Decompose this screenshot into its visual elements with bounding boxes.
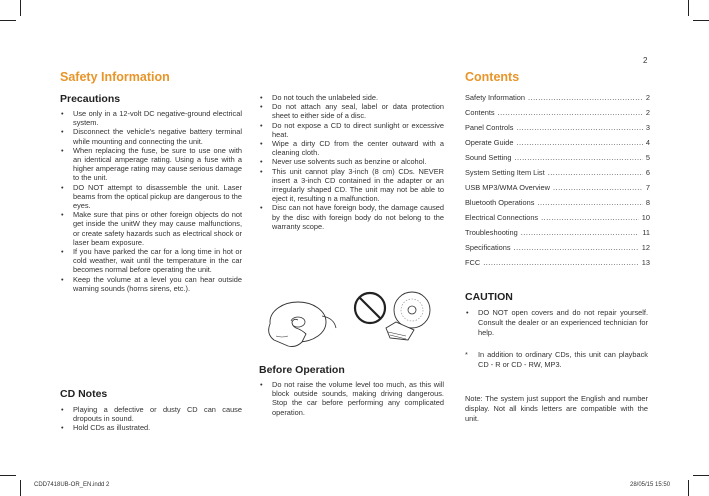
cd-notes-title: CD Notes: [60, 388, 108, 400]
footer-filename: CDD7418UB-OR_EN.indd 2: [34, 482, 110, 488]
precautions-list: [60, 109, 242, 293]
before-operation-title: Before Operation: [259, 364, 345, 376]
contents-title: Contents: [465, 70, 520, 84]
toc-page: 10: [641, 213, 650, 222]
toc-page: 2: [645, 108, 650, 117]
precautions-title: Precautions: [60, 93, 121, 105]
toc-label: Safety Information: [465, 93, 525, 102]
toc-entry[interactable]: [465, 135, 650, 150]
toc-entry[interactable]: [465, 165, 650, 180]
disc-care-list: [259, 93, 444, 231]
toc-entry[interactable]: [465, 255, 650, 270]
safety-title: Safety Information: [60, 70, 170, 84]
toc-entry[interactable]: [465, 225, 650, 240]
toc-label: Specifications: [465, 243, 511, 252]
list-item: • Disc can not have foreign body, the damage caused by the disc with foreign body do not belong to the warranty scope.: [259, 203, 444, 231]
before-operation-list: [259, 380, 444, 417]
toc-entry[interactable]: [465, 195, 650, 210]
toc-page: 8: [645, 198, 650, 207]
caution-list: [465, 308, 648, 338]
toc-label: USB MP3/WMA Overview: [465, 183, 551, 192]
toc-entry[interactable]: [465, 120, 650, 135]
list-item: • Never use solvents such as benzine or alcohol.: [259, 157, 444, 166]
toc-label: FCC: [465, 258, 481, 267]
toc-page: 6: [645, 168, 650, 177]
toc-page: 11: [642, 228, 650, 237]
cd-format-note: In addition to ordinary CDs, this unit can playback CD - R or CD - RW, MP3.: [478, 350, 648, 369]
toc-page: 7: [645, 183, 650, 192]
list-item: • Do not touch the unlabeled side.: [259, 93, 444, 102]
toc-label: Troubleshooting: [465, 228, 518, 237]
toc-page: 5: [645, 153, 650, 162]
toc-page: 13: [641, 258, 650, 267]
list-item: • Do not attach any seal, label or data protection sheet to either side of a disc.: [259, 102, 444, 120]
toc-label: Contents: [465, 108, 495, 117]
list-item: • Hold CDs as illustrated.: [60, 423, 242, 432]
toc-page: 3: [645, 123, 650, 132]
list-item: • DO NOT open covers and do not repair yourself. Consult the dealer or an experienced technician for help.: [465, 308, 648, 338]
toc-page: 12: [641, 243, 650, 252]
toc-label: System Setting Item List: [465, 168, 545, 177]
list-item: • Do not raise the volume level too much, as this will block outside sounds, making driving dangerous. Stop the car before performing any complicated operation.: [259, 380, 444, 417]
list-item: • When replacing the fuse, be sure to use one with an identical amperage rating. Using a fuse with a higher amperage rating may cause serious damage to the unit.: [60, 146, 242, 183]
toc-entry[interactable]: [465, 90, 650, 105]
list-item: • Wipe a dirty CD from the center outward with a cleaning cloth.: [259, 139, 444, 157]
toc-label: Sound Setting: [465, 153, 512, 162]
toc-label: Panel Controls: [465, 123, 514, 132]
crop-mark: [688, 480, 689, 496]
display-note: Note: The system just support the English and number display. Not all kinds letters are compatible with the unit.: [465, 394, 648, 423]
toc-entry[interactable]: [465, 180, 650, 195]
hand-holding-cd-illustration: [262, 290, 342, 352]
crop-mark: [693, 475, 709, 476]
list-item: • Playing a defective or dusty CD can cause dropouts in sound.: [60, 405, 242, 423]
list-item: • Make sure that pins or other foreign objects do not get inside the unitW they may cause malfunctions, or create safety hazards such as electrical shock or laser beam exposure.: [60, 210, 242, 247]
crop-mark: [20, 0, 21, 16]
toc-entry[interactable]: [465, 105, 650, 120]
caution-title: CAUTION: [465, 291, 513, 303]
toc-label: Bluetooth Operations: [465, 198, 535, 207]
list-item: • Do not expose a CD to direct sunlight or excessive heat.: [259, 121, 444, 139]
list-item: • Use only in a 12-volt DC negative-ground electrical system.: [60, 109, 242, 127]
no-touch-disc-illustration: [350, 288, 440, 350]
asterisk-mark: *: [465, 350, 468, 359]
toc-entry[interactable]: [465, 240, 650, 255]
list-item: • DO NOT attempt to disassemble the unit. Laser beams from the optical pickup are dangerous to the eyes.: [60, 183, 242, 211]
footer-date: 28/05/15 15:50: [630, 482, 671, 488]
list-item: • Disconnect the vehicle's negative battery terminal while mounting and connecting the unit.: [60, 127, 242, 145]
crop-mark: [0, 475, 16, 476]
toc-entry[interactable]: [465, 150, 650, 165]
toc-page: 4: [645, 138, 650, 147]
page-number: 2: [643, 56, 648, 65]
crop-mark: [688, 0, 689, 16]
crop-mark: [0, 20, 16, 21]
list-item: • Keep the volume at a level you can hear outside warning sounds (horns sirens, etc.).: [60, 275, 242, 293]
toc-label: Electrical Connections: [465, 213, 539, 222]
cd-notes-list: [60, 405, 242, 433]
toc-page: 2: [645, 93, 650, 102]
crop-mark: [20, 480, 21, 496]
toc-entry[interactable]: [465, 210, 650, 225]
crop-mark: [693, 20, 709, 21]
list-item: • If you have parked the car for a long time in hot or cold weather, wait until the temperature in the car becomes normal before operating the unit.: [60, 247, 242, 275]
contents-list: [465, 90, 650, 270]
toc-label: Operate Guide: [465, 138, 514, 147]
list-item: • This unit cannot play 3-inch (8 cm) CDs. NEVER insert a 3-inch CD contained in the adapter or an irregularly shaped CD. The unit may not be able to eject it, resulting n a malfunction.: [259, 167, 444, 204]
